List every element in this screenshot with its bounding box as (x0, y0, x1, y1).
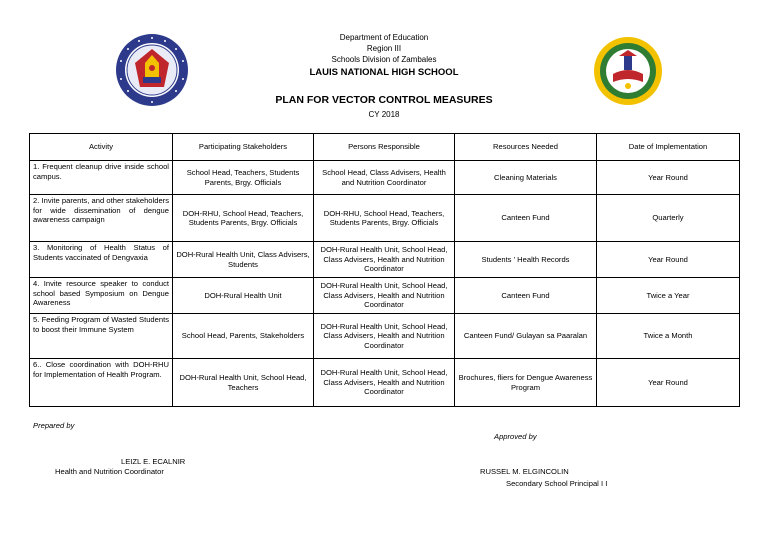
responsible-cell: DOH-Rural Health Unit, School Head, Class Advisers, Health and Nutrition Coordinator (314, 359, 455, 407)
approved-by-label: Approved by (494, 432, 537, 441)
resources-cell: Canteen Fund (455, 195, 597, 242)
resources-cell: Brochures, fliers for Dengue Awareness Program (455, 359, 597, 407)
responsible-cell: DOH-Rural Health Unit, School Head, Class Advisers, Health and Nutrition Coordinator (314, 242, 455, 278)
resources-cell: Cleaning Materials (455, 161, 597, 195)
table-row (30, 278, 740, 314)
prepared-by-label: Prepared by (33, 421, 75, 430)
plan-year: CY 2018 (368, 110, 400, 119)
prepared-by-name: LEIZL E. ECALNIR (121, 457, 186, 466)
activity-cell: 1. Frequent cleanup drive inside school campus. (30, 161, 173, 195)
responsible-cell: DOH-Rural Health Unit, School Head, Class Advisers, Health and Nutrition Coordinator (314, 314, 455, 359)
activity-cell: 2. Invite parents, and other stakeholders for wide dissemination of dengue awareness campaign (30, 195, 173, 242)
stakeholders-cell: DOH-Rural Health Unit, School Head, Teachers (173, 359, 314, 407)
date-cell: Year Round (597, 161, 740, 195)
prepared-by-title: Health and Nutrition Coordinator (55, 467, 164, 476)
resources-cell: Canteen Fund/ Gulayan sa Paaralan (455, 314, 597, 359)
table-row (30, 314, 740, 359)
responsible-cell: School Head, Class Advisers, Health and Nutrition Coordinator (314, 161, 455, 195)
resources-cell: Canteen Fund (455, 278, 597, 314)
school-name: LAUIS NATIONAL HIGH SCHOOL (309, 67, 459, 78)
responsible-cell: DOH-Rural Health Unit, School Head, Class Advisers, Health and Nutrition Coordinator (314, 278, 455, 314)
date-cell: Year Round (597, 242, 740, 278)
stakeholders-cell: School Head, Teachers, Students Parents, Brgy. Officials (173, 161, 314, 195)
region-label: Region III (366, 44, 402, 53)
stakeholders-cell: DOH-Rural Health Unit (173, 278, 314, 314)
approved-by-title: Secondary School Principal I I (506, 479, 608, 488)
activity-cell: 3. Monitoring of Health Status of Students vaccinated of Dengvaxia (30, 242, 173, 278)
responsible-cell: DOH-RHU, School Head, Teachers, Students Parents, Brgy. Officials (314, 195, 455, 242)
column-header-date: Date of Implementation (597, 134, 740, 161)
table-row (30, 242, 740, 278)
date-cell: Year Round (597, 359, 740, 407)
stakeholders-cell: DOH-Rural Health Unit, Class Advisers, Students (173, 242, 314, 278)
table-row (30, 359, 740, 407)
column-header-activity: Activity (30, 134, 173, 161)
table-row (30, 195, 740, 242)
column-header-resources: Resources Needed (455, 134, 597, 161)
activity-cell: 4. Invite resource speaker to conduct school based Symposium on Dengue Awareness (30, 278, 173, 314)
plan-title: PLAN FOR VECTOR CONTROL MEASURES (275, 94, 493, 106)
table-header-row (30, 134, 740, 161)
stakeholders-cell: DOH-RHU, School Head, Teachers, Students Parents, Brgy. Officials (173, 195, 314, 242)
plan-table (29, 133, 740, 407)
column-header-stakeholders: Participating Stakeholders (173, 134, 314, 161)
division-label: Schools Division of Zambales (331, 55, 437, 64)
column-header-responsible: Persons Responsible (314, 134, 455, 161)
department-label: Department of Education (339, 33, 429, 42)
resources-cell: Students ' Health Records (455, 242, 597, 278)
approved-by-name: RUSSEL M. ELGINCOLIN (480, 467, 569, 476)
date-cell: Quarterly (597, 195, 740, 242)
date-cell: Twice a Month (597, 314, 740, 359)
stakeholders-cell: School Head, Parents, Stakeholders (173, 314, 314, 359)
activity-cell: 6.. Close coordination with DOH-RHU for Implementation of Health Program. (30, 359, 173, 407)
activity-cell: 5. Feeding Program of Wasted Students to boost their Immune System (30, 314, 173, 359)
date-cell: Twice a Year (597, 278, 740, 314)
table-row (30, 161, 740, 195)
